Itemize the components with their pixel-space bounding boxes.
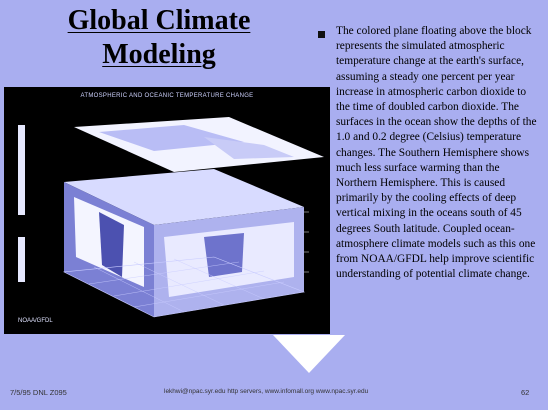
figure-credit: NOAA/GFDL — [18, 318, 53, 324]
down-arrow-icon — [273, 335, 345, 373]
body-text: The colored plane floating above the block represents the simulated atmospheric temperature change at the earth's surface, assuming a steady one percent per year increase in atmospheric carbon dioxide to the time of doubled carbon dioxide. The surfaces in the ocean show the depths of the 1.0 and 0.2 degree (Celsius) temperature changes. The Southern Hemisphere shows much less surface warming than the Northern Hemisphere. This is caused primarily by the cooling effects of deep vertical mixing in the oceans south of 45 degrees South latitude. Coupled ocean-atmosphere climate models such as this one from NOAA/GFDL help improve scientific understanding of potential climate change. — [336, 25, 537, 281]
figure-title: ATMOSPHERIC AND OCEANIC TEMPERATURE CHANGE — [80, 93, 254, 99]
climate-model-illustration — [4, 87, 330, 334]
climate-model-figure — [4, 87, 330, 334]
page-number: 62 — [521, 388, 530, 397]
bullet-icon — [318, 31, 325, 38]
footer-date: 7/5/95 DNL Z095 — [10, 388, 67, 397]
title-line-1: Global Climate — [67, 5, 251, 36]
slide-title — [34, 4, 284, 72]
title-line-2: Modeling — [102, 39, 216, 70]
footer-contact: lekhwi@npac.syr.edu http servers, www.infomall.org www.npac.syr.edu — [164, 388, 369, 395]
